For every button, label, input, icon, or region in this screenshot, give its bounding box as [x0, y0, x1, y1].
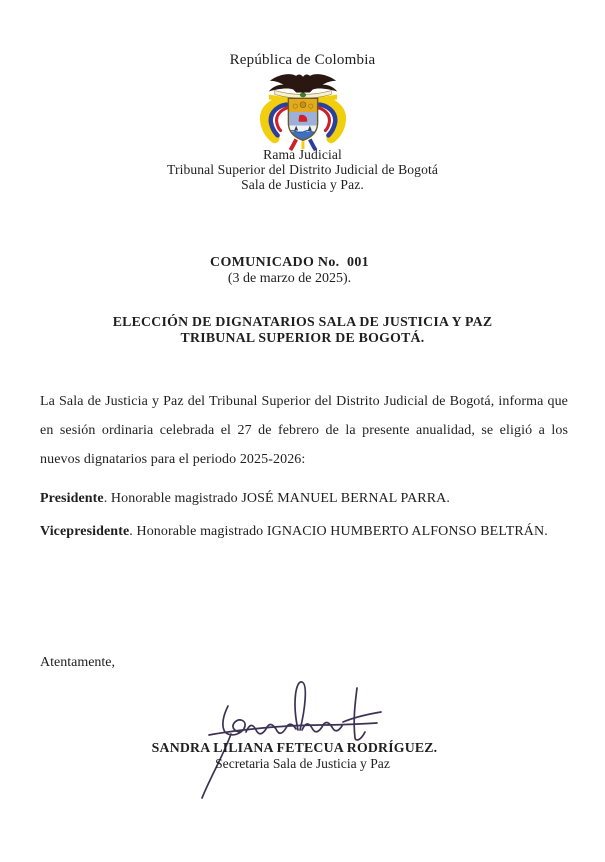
signer-name: SANDRA LILIANA FETECUA RODRÍGUEZ.: [151, 740, 438, 755]
body-paragraph: La Sala de Justicia y Paz del Tribunal Superior del Distrito Judicial de Bogotá, informa que en sesión ordinaria celebrada el 27 de febrero de la presente anualidad, se eligió a los nuevos dignatarios para el periodo 2025-2026:: [40, 394, 568, 467]
appointment-text-presidente: . Honorable magistrado JOSÉ MANUEL BERNAL PARRA.: [103, 491, 450, 506]
subject-line-1: ELECCIÓN DE DIGNATARIOS SALA DE JUSTICIA Y PAZ: [112, 314, 493, 329]
comunicado-heading: [0, 255, 592, 286]
republic-title: República de Colombia: [229, 52, 376, 68]
institution-line-sala: Sala de Justicia y Paz.: [241, 177, 364, 192]
institution-line-rama: Rama Judicial: [263, 147, 342, 162]
signer-title: Secretaria Sala de Justicia y Paz: [215, 756, 390, 771]
colombia-coat-of-arms-icon: [249, 72, 357, 157]
appointment-role-vicepresidente: Vicepresidente: [40, 524, 130, 539]
appointment-vicepresidente: [40, 517, 568, 547]
institution-header: [0, 147, 605, 192]
salutation: Atentamente,: [40, 655, 116, 670]
subject-line-2: TRIBUNAL SUPERIOR DE BOGOTÁ.: [180, 329, 425, 345]
comunicado-number: COMUNICADO No. 001: [210, 255, 369, 270]
institution-line-tribunal: Tribunal Superior del Distrito Judicial de Bogotá: [167, 162, 438, 177]
comunicado-date: (3 de marzo de 2025).: [227, 270, 352, 286]
appointment-role-presidente: Presidente: [40, 491, 104, 506]
subject-title: [0, 314, 605, 345]
appointment-presidente: [40, 484, 568, 514]
appointment-text-vicepresidente: . Honorable magistrado IGNACIO HUMBERTO ALFONSO BELTRÁN.: [129, 524, 548, 539]
